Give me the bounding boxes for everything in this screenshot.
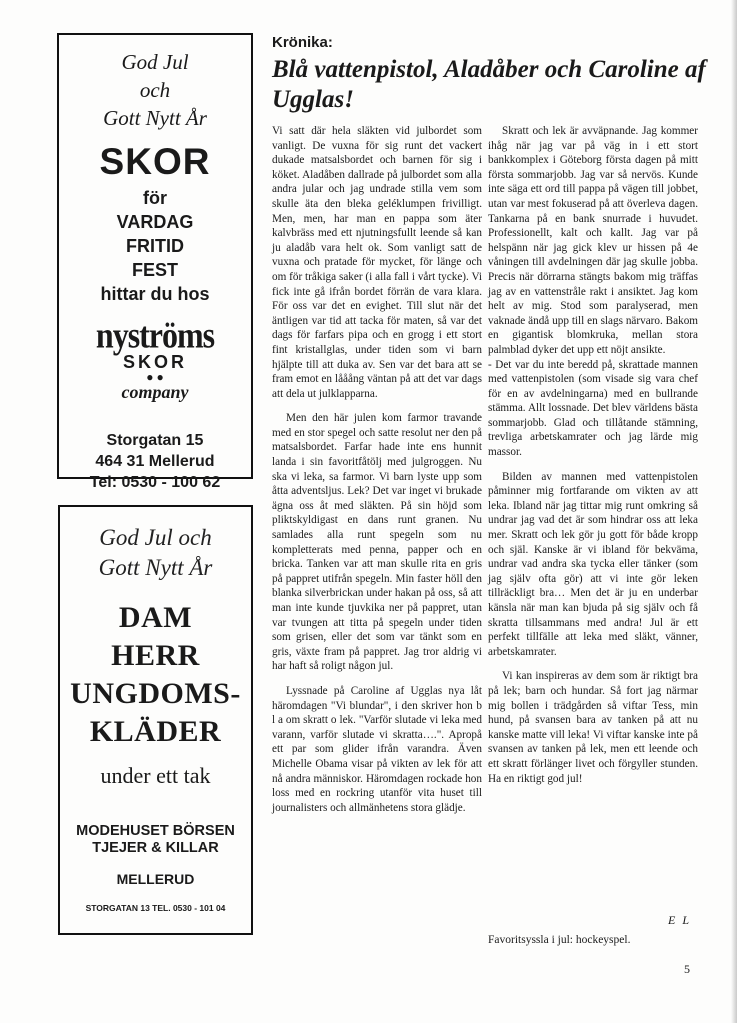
ad-skor-greeting (59, 48, 251, 132)
article-paragraph: Lyssnade på Caroline af Ugglas nya låt häromdagen "Vi blundar", i den skriver hon b l a om skratt o lek. "Varför slutade vi leka med varann, varför slutade vi skratta….". Apropå ett par som glider ifrån varandra. Även Michelle Obama visar på vikten av lek för att nå andra människor. Häromdagen rockade hon loss med en rockring utanför vita huset till journalisters och allmänhetens stora glädje. (272, 684, 482, 814)
ad-skor-address (59, 430, 251, 493)
ad-modehuset-borsen (58, 505, 253, 935)
article-paragraph: Vi satt där hela släkten vid julbordet som vanligt. De vuxna för sig runt det vackert dukade matsalsbordet och barnen för sig i köket. Aladåben dallrade på julbordet som alla andra jular och jag undrade stilla vem som skulle äta den bleka geléklumpen frivilligt. Men, men, har man en pappa som äter kalvbräss med ett njutningsfullt leende så kan ju aladåb vara helt ok. Som vanligt satt de vuxna och pratade för mycket, för länge och om för tråkiga saker (i alla fall i vårt tycke). Vi fick inte gå ifrån bordet förrän de vara klara. För oss var det en evighet. Till slut när det äntligen var tid att tacka för maten, så var det dags för farfars pipa och en grogg i ett stort fint kristallglas, under tiden som vi barn hjälpte till att duka av. Sen var det bara att se fram emot en lååång väntan på att det var dags att dela ut julklapparna. (272, 125, 482, 400)
shop-line: TJEJER & KILLAR (92, 840, 219, 856)
page-number: 5 (684, 962, 690, 976)
logo-sub: SKOR (122, 352, 187, 372)
article-paragraph: Men den här julen kom farmor travande med en stor spegel och satte resolut ner den på matsalsbordet. Farfar hade inte ens hunnit landa i sin favoritfåtölj med julgroggen. Nu ska vi leka, sa farmor. Vi barn lyste upp som åtta adventsljus. Lek? Det var inget vi brukade ägna oss åt med släkten. På sin höjd som pliktskyldigast en dans runt granen. Nu samlades alla runt spegeln som nu kompletterats med penna, papper och en bricka. Tanken var att man skulle rita en gris på pappret utifrån spegeln. Min faster höll den blanka silverbrickan under hakan på oss, så att man inte kunde tjuvkika ner på pappret, utan var tvungen att titta på spegeln under tiden som grisen, eller det som var tänkt som en gris, växte fram på pappret. Jag tror aldrig vi har haft så roligt någon jul. (272, 412, 482, 673)
article-kicker: Krönika: (272, 34, 333, 51)
logo-company: company (121, 382, 189, 402)
logo-brand: nyströms (95, 314, 215, 356)
greeting-line: och (139, 78, 171, 102)
article-signature: E L (668, 913, 692, 927)
ad-borsen-street: STORGATAN 13 TEL. 0530 - 101 04 (85, 903, 226, 913)
ad-skor-for: för (143, 188, 167, 208)
article-column-right (488, 124, 698, 786)
ad-borsen-line: DAM (118, 601, 193, 634)
ad-skor-item: FEST (131, 260, 178, 280)
article-paragraph: Skratt och lek är avväpnande. Jag kommer ihåg när jag var på väg in i ett stort bankkomplex i Göteborg första dagen på mitt första sommarjobb. Jag var så nervös. Kunde inte säga ett ord till pappa på vägen till jobbet, utan var mest fokuserad på att överleva dagen. Tankarna på en bank snurrade i huvudet. Professionellt, kalt och kallt. Jag var på helspänn när jag gick klev ur hissen på 4e våningen till avdelningen där jag skulle jobba. Precis när dörrarna stängts bakom mig träffas jag av en vattenstråle rakt i ansiktet. Jag kom helt av mig. Stod som paralyserad, men vaknade ändå upp till en slags närvaro. Bakom en gigantisk blomkruka, mellan stora palmblad dyker det upp ett nöjt ansikte. (488, 125, 698, 356)
ad-borsen-greeting (60, 523, 251, 583)
ad-borsen-line: HERR (111, 639, 200, 672)
page-edge-shadow (731, 0, 737, 1023)
ad-skor-headline: SKOR (99, 141, 211, 182)
ad-borsen-city: MELLERUD (116, 871, 195, 887)
greeting-line: God Jul (121, 50, 189, 74)
ad-borsen-shop (60, 823, 251, 857)
greeting-line: Gott Nytt År (98, 555, 213, 580)
article-paragraph: Bilden av mannen med vattenpistolen påminner mig fortfarande om vikten av att leka. Ibland när jag tittar mig runt omkring så undrar jag vad det är som hindrar oss att leka mer. Skratt och lek gör ju gott för både kropp och själ. Kanske är vi ibland för bekväma, undrar vad andra ska tycka eller tänker (som jag själv ofta gör) att vi inte gör leken tillräckligt bra… Men det är ju en underbar känsla när man kan bjuda på sig själv och få skratta tillsammans med andra! Jul är ett perfekt tillfälle att leka med släkt, vänner, arbetskamrater. (488, 470, 698, 658)
ad-skor-list (59, 186, 251, 306)
greeting-line: Gott Nytt År (103, 106, 207, 130)
logo-dots-icon: ● ● (146, 370, 164, 384)
address-line: Tel: 0530 - 100 62 (89, 474, 221, 491)
address-line: 464 31 Mellerud (95, 453, 215, 470)
greeting-line: God Jul och (99, 525, 212, 550)
ad-skor-item: FRITID (126, 236, 184, 256)
ad-borsen-line: UNGDOMS- (70, 677, 241, 710)
ad-borsen-line: KLÄDER (89, 715, 222, 748)
ad-skor-item: VARDAG (116, 212, 194, 232)
ad-borsen-under: under ett tak (100, 763, 211, 788)
article-favorite-note: Favoritsyssla i jul: hockeyspel. (488, 934, 631, 946)
ad-skor-tagline: hittar du hos (100, 284, 210, 304)
address-line: Storgatan 15 (106, 432, 204, 449)
article-column-left (272, 124, 482, 815)
article-headline: Blå vattenpistol, Aladåber och Caroline af Ugglas! (272, 56, 706, 113)
ad-nystroms-skor (57, 33, 253, 491)
article-paragraph: - Det var du inte beredd på, skrattade mannen med vattenpistolen (som visade sig vara chef för en av avdelningarna) med en bullrande stämma. Allt lossnade. Det blev världens bästa sommarjobb. Glad och tillåtande stämning, trevliga arbetskamrater och jag lärde mig massor. (488, 358, 698, 459)
shop-line: MODEHUSET BÖRSEN (76, 823, 235, 839)
article-paragraph: Vi kan inspireras av dem som är riktigt bra på lek; barn och hundar. Så fort jag närmar mig bollen i trädgården så viftar Tess, min hund, på svansen bara av tanken på att nu kanske matte vill leka! Vi viftar kanske inte på svansen av tanken på lek, men ett leende och ett skratt förlänger livet och förgyller stunden. Ha en riktigt god jul! (488, 670, 698, 785)
nystroms-logo (59, 314, 251, 420)
